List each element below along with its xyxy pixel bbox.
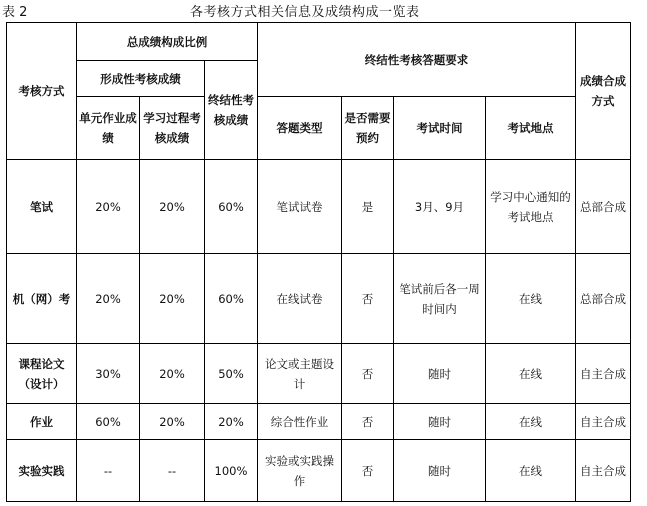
assessment-body <box>6 159 576 502</box>
cell-unit: 20% <box>77 160 140 254</box>
cell-final: 60% <box>205 160 258 254</box>
cell-final: 20% <box>205 404 258 440</box>
cell-process: -- <box>140 440 205 502</box>
cell-unit: 60% <box>77 404 140 440</box>
header-process: 学习过程考核成绩 <box>140 97 205 160</box>
header-synthesis: 成绩合成方式 <box>576 23 631 160</box>
header-time: 考试时间 <box>394 97 486 160</box>
header-row-3 <box>7 97 576 160</box>
cell-type: 笔试试卷 <box>258 160 342 254</box>
cell-process: 20% <box>140 254 205 344</box>
cell-place: 在线 <box>486 254 576 344</box>
cell-method: 机（网）考 <box>7 254 77 344</box>
cell-type: 论文或主题设计 <box>258 344 342 404</box>
cell-reserve: 否 <box>342 404 394 440</box>
header-unit: 单元作业成绩 <box>77 97 140 160</box>
cell-place: 在线 <box>486 440 576 502</box>
cell-time: 笔试前后各一周时间内 <box>394 254 486 344</box>
assessment-table <box>6 22 576 160</box>
cell-process: 20% <box>140 404 205 440</box>
cell-synthesis: 自主合成 <box>576 404 631 440</box>
assessment-body-synthesis <box>575 159 631 502</box>
cell-synthesis: 自主合成 <box>576 440 631 502</box>
cell-reserve: 否 <box>342 440 394 502</box>
cell-time: 3月、9月 <box>394 160 486 254</box>
table-caption <box>0 0 647 20</box>
cell-time: 随时 <box>394 440 486 502</box>
header-method: 考核方式 <box>7 23 77 160</box>
cell-synthesis: 自主合成 <box>576 344 631 404</box>
header-answer-type: 答题类型 <box>258 97 342 160</box>
table-title: 各考核方式相关信息及成绩构成一览表 <box>190 5 420 20</box>
table-row <box>7 254 576 344</box>
cell-reserve: 是 <box>342 160 394 254</box>
cell-unit: 30% <box>77 344 140 404</box>
header-total: 总成绩构成比例 <box>77 23 258 61</box>
cell-process: 20% <box>140 344 205 404</box>
cell-method: 作业 <box>7 404 77 440</box>
cell-final: 60% <box>205 254 258 344</box>
header-formative: 形成性考核成绩 <box>77 61 205 97</box>
cell-unit: 20% <box>77 254 140 344</box>
cell-method: 实验实践 <box>7 440 77 502</box>
table-number: 表 2 <box>2 5 28 20</box>
cell-process: 20% <box>140 160 205 254</box>
header-reserve: 是否需要预约 <box>342 97 394 160</box>
cell-type: 实验或实践操作 <box>258 440 342 502</box>
cell-synthesis: 总部合成 <box>576 160 631 254</box>
table-row <box>7 344 576 404</box>
cell-final: 50% <box>205 344 258 404</box>
header-row-1 <box>7 23 576 61</box>
header-summative: 终结性考核成绩 <box>205 61 258 160</box>
cell-place: 在线 <box>486 404 576 440</box>
cell-synthesis: 总部合成 <box>576 254 631 344</box>
cell-final: 100% <box>205 440 258 502</box>
header-place: 考试地点 <box>486 97 576 160</box>
synthesis-column <box>575 22 631 160</box>
cell-method: 课程论文（设计） <box>7 344 77 404</box>
cell-time: 随时 <box>394 404 486 440</box>
cell-reserve: 否 <box>342 254 394 344</box>
cell-time: 随时 <box>394 344 486 404</box>
cell-unit: -- <box>77 440 140 502</box>
table-row <box>7 404 576 440</box>
cell-method: 笔试 <box>7 160 77 254</box>
cell-place: 学习中心通知的考试地点 <box>486 160 576 254</box>
cell-type: 在线试卷 <box>258 254 342 344</box>
cell-place: 在线 <box>486 344 576 404</box>
table-row <box>7 440 576 502</box>
cell-type: 综合性作业 <box>258 404 342 440</box>
table-row <box>7 160 576 254</box>
cell-reserve: 否 <box>342 344 394 404</box>
header-final-req: 终结性考核答题要求 <box>258 23 576 97</box>
